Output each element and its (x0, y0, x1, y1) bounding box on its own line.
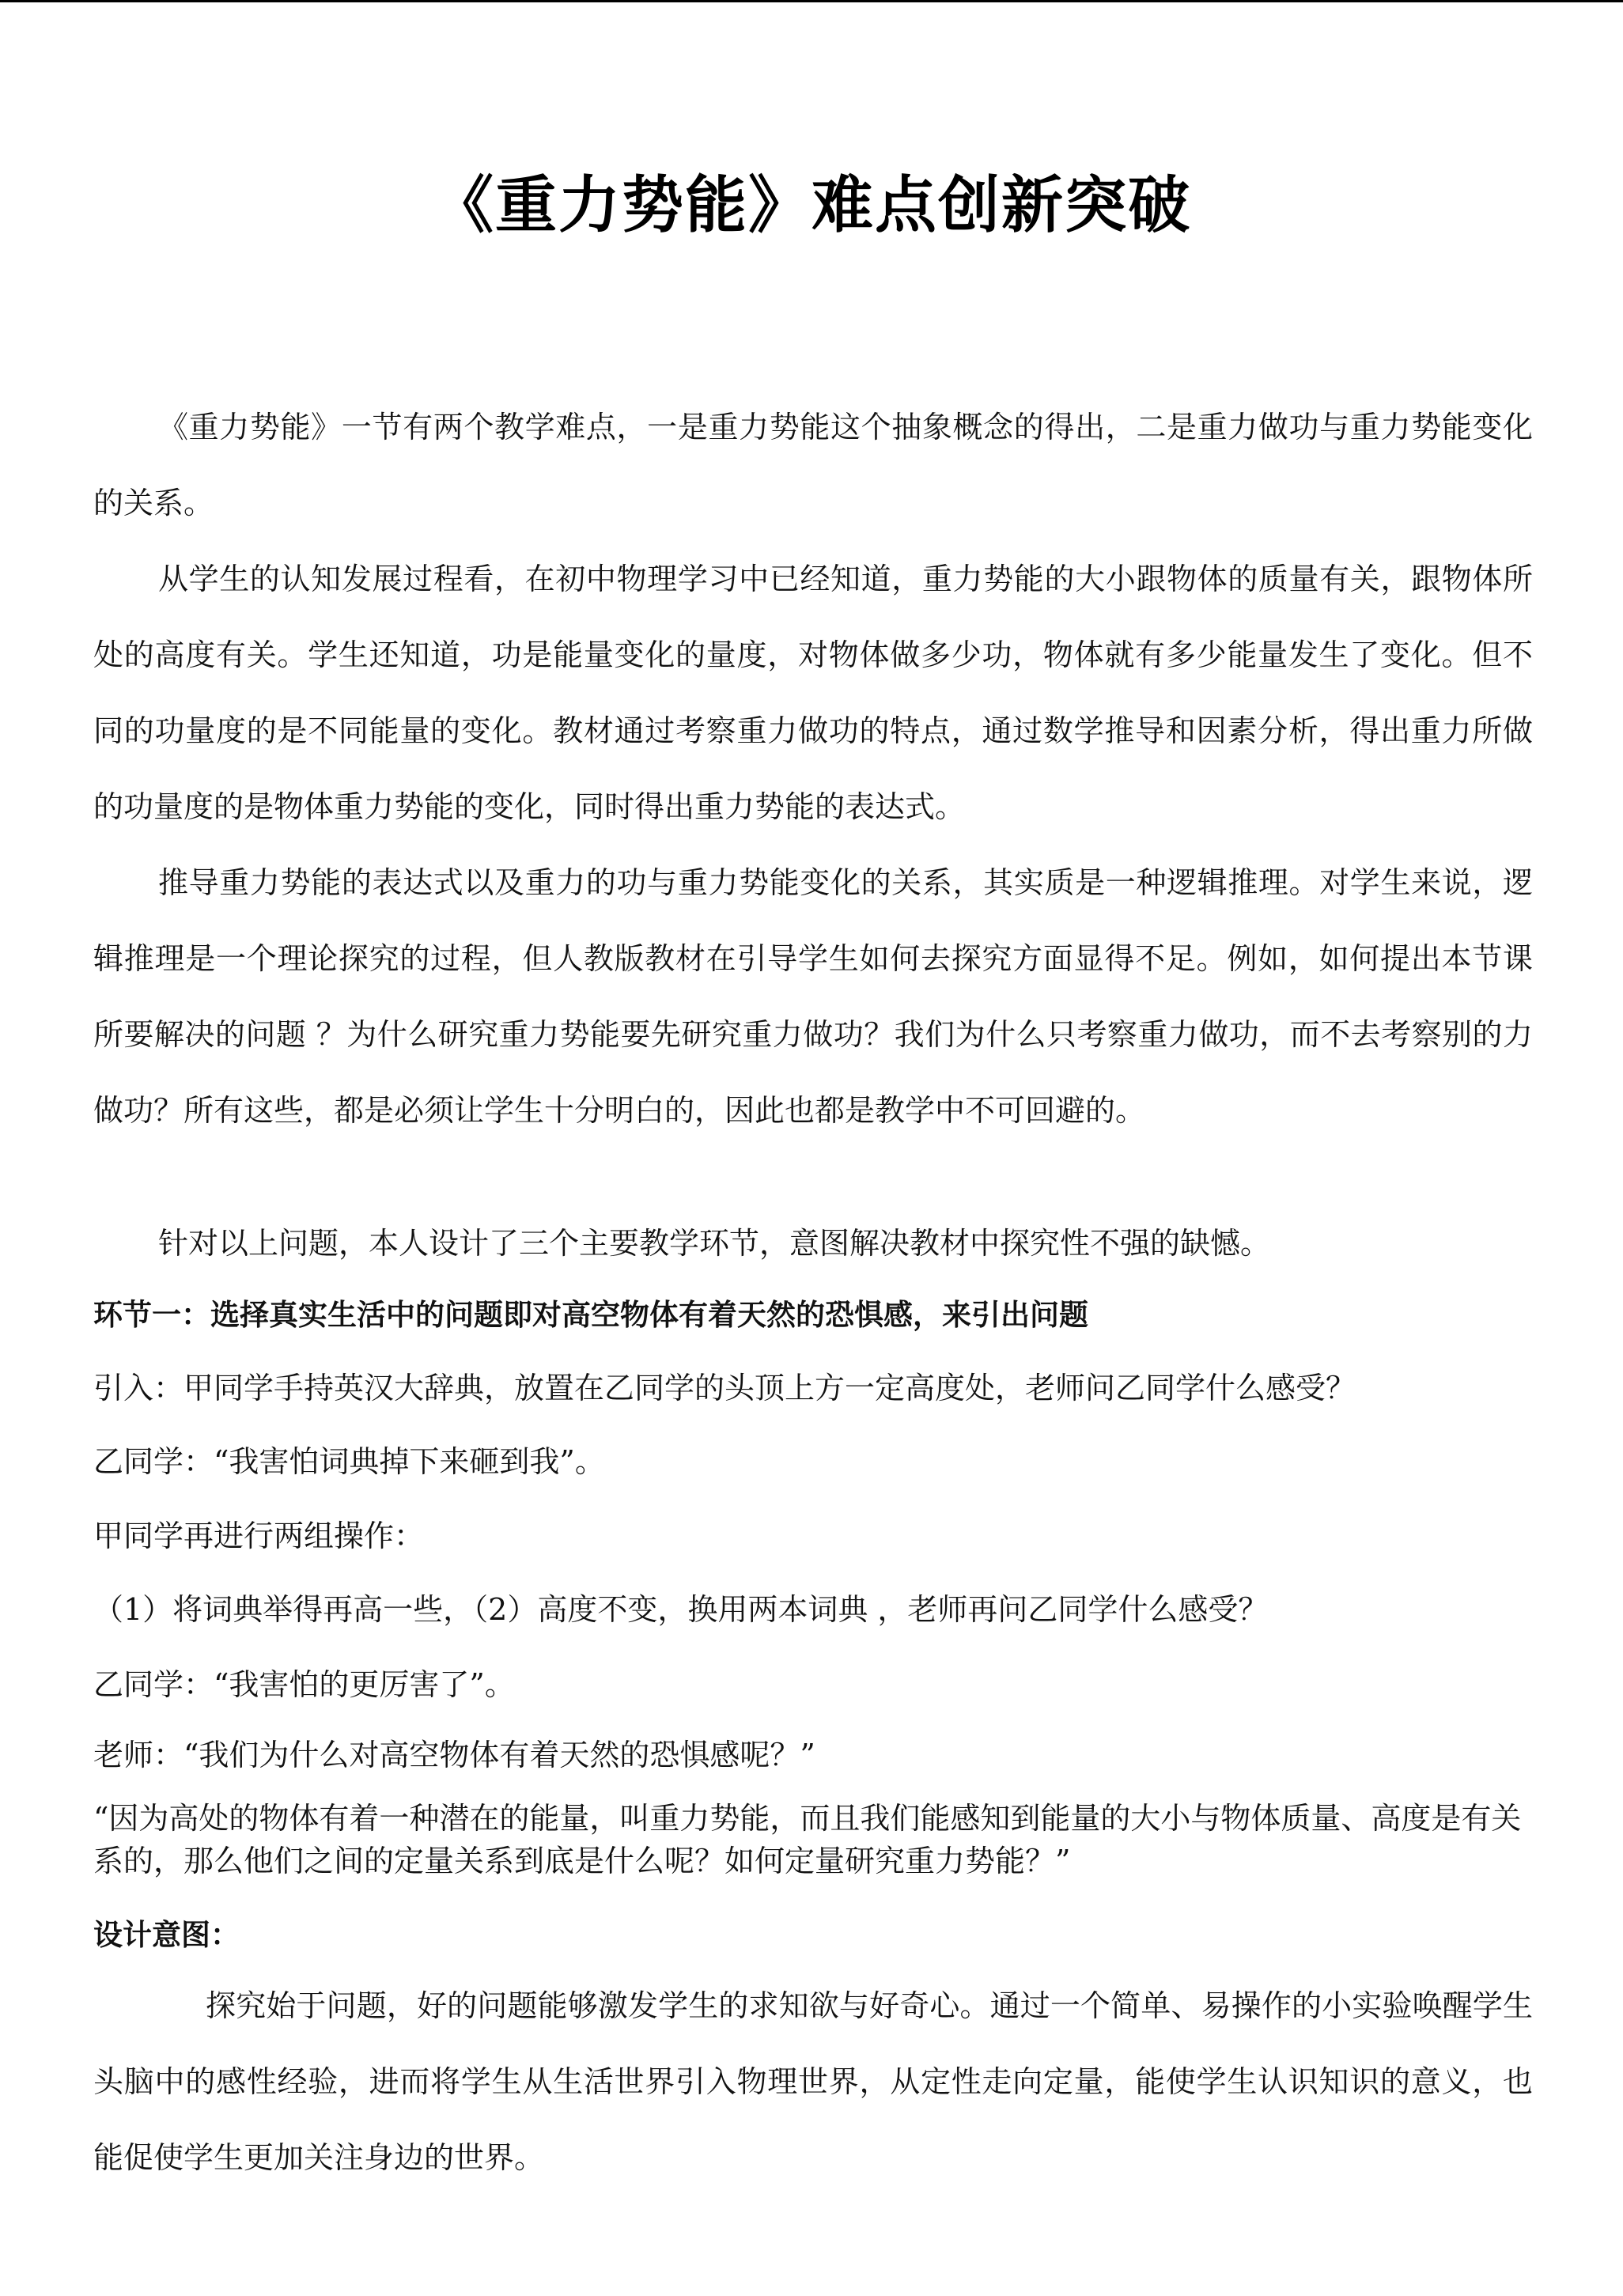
design-intent-heading: 设计意图： (93, 1917, 240, 1952)
page-title: 《重力势能》难点创新突破 (431, 169, 1191, 241)
student-b-reply-2: 乙同学：“我害怕的更厉害了”。 (93, 1667, 515, 1702)
paragraph-logical-reasoning: 推导重力势能的表达式以及重力的功与重力势能变化的关系，其实质是一种逻辑推理。对学生来说，逻辑推理是一个理论探究的过程，但人教版教材在引导学生如何去探究方面显得不足。例如，如何提出本节课所要解决的问题 ？为什么研究重力势能要先研究重力做功？我们为什么只考察重力做功，而不去考察别的力做功？所有这些，都是必须让学生十分明白的，因此也都是教学中不可回避的。 (93, 865, 1533, 1128)
intro-line: 引入：甲同学手持英汉大辞典，放置在乙同学的头顶上方一定高度处，老师问乙同学什么感受？ (93, 1371, 1356, 1405)
section-one-heading: 环节一：选择真实生活中的问题即对高空物体有着天然的恐惧感，来引出问题 (93, 1297, 1088, 1332)
paragraph-difficulties: 《重力势能》一节有两个教学难点，一是重力势能这个抽象概念的得出，二是重力做功与重力势能变化的关系。 (93, 410, 1533, 520)
paragraph-design-plan: 针对以上问题，本人设计了三个主要教学环节，意图解决教材中探究性不强的缺憾。 (158, 1226, 1271, 1261)
design-intent-text: 探究始于问题，好的问题能够激发学生的求知欲与好奇心。通过一个简单、易操作的小实验唤醒学生头脑中的感性经验，进而将学生从生活世界引入物理世界，从定性走向定量，能使学生认识知识的意义，也能促使学生更加关注身边的世界。 (93, 1988, 1533, 2175)
student-b-reply-1: 乙同学：“我害怕词典掉下来砸到我”。 (93, 1444, 605, 1479)
teacher-question-line: 老师：“我们为什么对高空物体有着天然的恐惧感呢？” (93, 1738, 815, 1772)
explanation-quote: “因为高处的物体有着一种潜在的能量，叫重力势能，而且我们能感知到能量的大小与物体质量、高度是有关系的，那么他们之间的定量关系到底是什么呢？如何定量研究重力势能？” (93, 1801, 1522, 1878)
paragraph-cognitive-process: 从学生的认知发展过程看，在初中物理学习中已经知道，重力势能的大小跟物体的质量有关，跟物体所处的高度有关。学生还知道，功是能量变化的量度，对物体做多少功，物体就有多少能量发生了变化。但不同的功量度的是不同能量的变化。教材通过考察重力做功的特点，通过数学推导和因素分析，得出重力所做的功量度的是物体重力势能的变化，同时得出重力势能的表达式。 (93, 562, 1533, 824)
operations-detail-line: （1）将词典举得再高一些，（2）高度不变，换用两本词典 ，老师再问乙同学什么感受？ (93, 1592, 1269, 1627)
top-border-line (0, 0, 1623, 2)
operations-line: 甲同学再进行两组操作： (93, 1519, 425, 1553)
